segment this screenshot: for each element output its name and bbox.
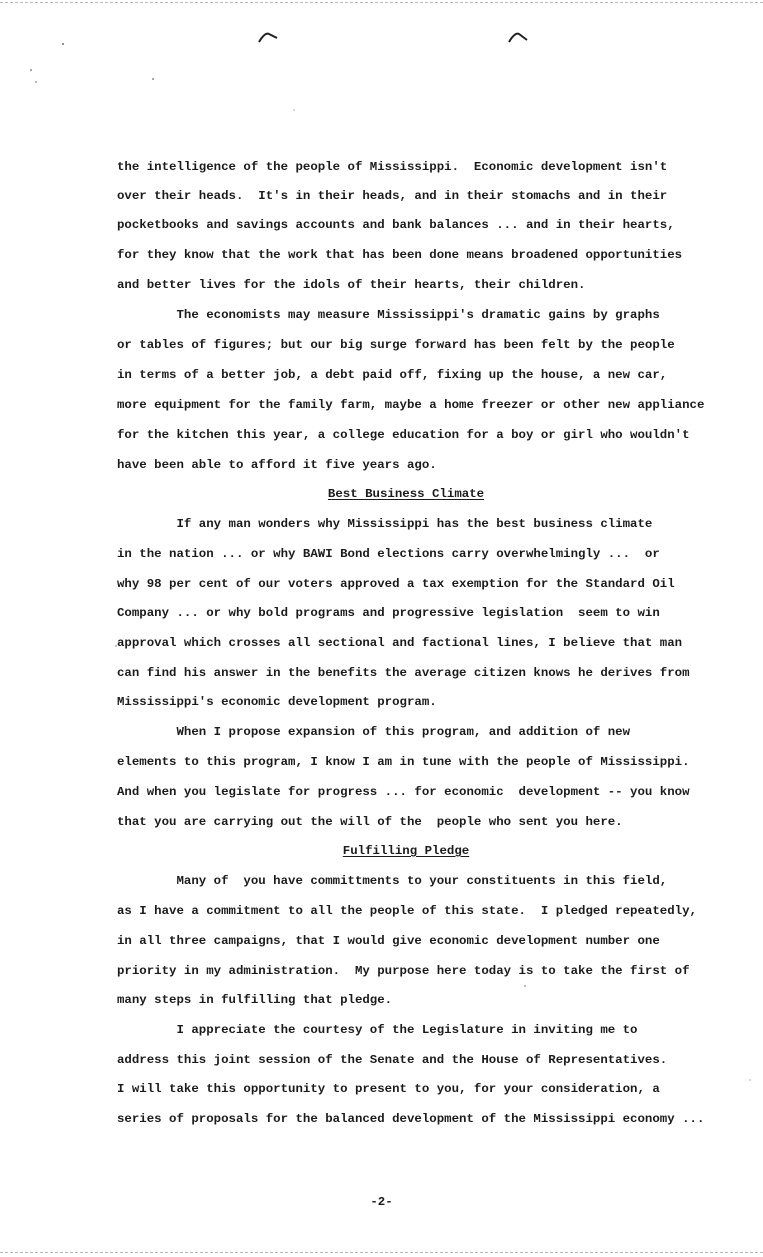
bottom-edge-dashes bbox=[0, 1252, 763, 1253]
text-line: The economists may measure Mississippi's dramatic gains by graphs bbox=[117, 308, 660, 322]
text-line: over their heads. It's in their heads, and in their stomachs and in their bbox=[117, 189, 668, 203]
section-heading-best-business-climate: Best Business Climate bbox=[327, 487, 485, 501]
text-line: and better lives for the idols of their hearts, their children. bbox=[117, 278, 586, 292]
text-line: Company ... or why bold programs and progressive legislation seem to win bbox=[117, 606, 660, 620]
text-line: for the kitchen this year, a college education for a boy or girl who wouldn't bbox=[117, 428, 690, 442]
text-line: I appreciate the courtesy of the Legislature in inviting me to bbox=[117, 1023, 638, 1037]
text-line: can find his answer in the benefits the average citizen knows he derives from bbox=[117, 666, 690, 680]
text-line: more equipment for the family farm, maybe a home freezer or other new appliance bbox=[117, 398, 705, 412]
text-line: Many of you have committments to your constituents in this field, bbox=[117, 874, 668, 888]
text-line: in the nation ... or why BAWI Bond elections carry overwhelmingly ... or bbox=[117, 547, 660, 561]
text-line: in terms of a better job, a debt paid off, fixing up the house, a new car, bbox=[117, 368, 668, 382]
page-number: -2- bbox=[370, 1195, 393, 1209]
text-line: I will take this opportunity to present to you, for your consideration, a bbox=[117, 1082, 660, 1096]
text-line: priority in my administration. My purpose here today is to take the first of bbox=[117, 964, 690, 978]
text-line: elements to this program, I know I am in tune with the people of Mississippi. bbox=[117, 755, 690, 769]
text-line: or tables of figures; but our big surge forward has been felt by the people bbox=[117, 338, 675, 352]
text-line: that you are carrying out the will of the people who sent you here. bbox=[117, 815, 623, 829]
text-line: for they know that the work that has been done means broadened opportunities bbox=[117, 248, 683, 262]
text-line: in all three campaigns, that I would give economic development number one bbox=[117, 934, 660, 948]
text-line: the intelligence of the people of Mississippi. Economic development isn't bbox=[117, 160, 668, 174]
text-line: When I propose expansion of this program, and addition of new bbox=[117, 725, 631, 739]
text-line: have been able to afford it five years ago. bbox=[117, 458, 437, 472]
text-line: address this joint session of the Senate and the House of Representatives. bbox=[117, 1053, 668, 1067]
text-line: Mississippi's economic development program. bbox=[117, 695, 437, 709]
text-line: And when you legislate for progress ... for economic development -- you know bbox=[117, 785, 690, 799]
text-line: why 98 per cent of our voters approved a tax exemption for the Standard Oil bbox=[117, 577, 675, 591]
section-heading-fulfilling-pledge: Fulfilling Pledge bbox=[342, 844, 470, 858]
text-line: series of proposals for the balanced development of the Mississippi economy ... bbox=[117, 1112, 705, 1126]
text-line: pocketbooks and savings accounts and bank balances ... and in their hearts, bbox=[117, 218, 675, 232]
text-line: as I have a commitment to all the people of this state. I pledged repeatedly, bbox=[117, 904, 697, 918]
text-line: approval which crosses all sectional and factional lines, I believe that man bbox=[117, 636, 683, 650]
text-line: many steps in fulfilling that pledge. bbox=[117, 993, 393, 1007]
text-line: If any man wonders why Mississippi has the best business climate bbox=[117, 517, 653, 531]
